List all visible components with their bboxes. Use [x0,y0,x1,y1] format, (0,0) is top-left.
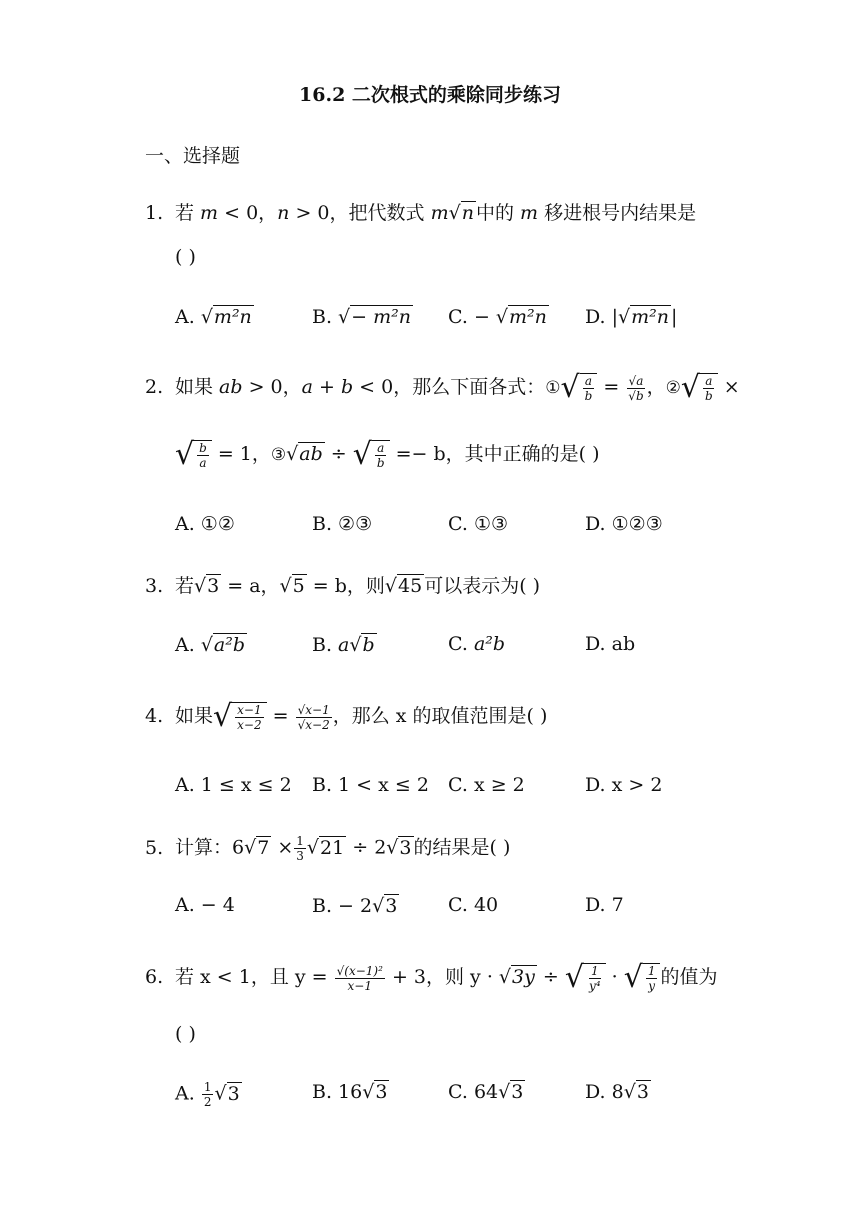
question-3-options [175,633,795,661]
circle-3: ③ [270,445,287,465]
question-1-paren: ( ) [175,246,196,268]
option-c[interactable]: C. 40 [448,894,499,916]
option-d[interactable]: D. ab [585,633,636,655]
text: < 0，那么下面各式： [353,376,546,398]
option-a[interactable]: A. √a²b [175,634,246,656]
option-b[interactable]: B. a√b [312,634,375,656]
question-2-cont: √ $\frac{b}{a}$ = 1，③√ab ÷ √ $\frac{a}{b}$ =− b，其中正确的是( ) [175,437,600,472]
option-b[interactable]: B. √− m²n [312,306,411,328]
option-c[interactable]: C. − √m²n [448,306,547,328]
question-number: 1. [145,202,164,224]
sqrt-n: n [461,202,474,224]
question-number: 4. [145,705,164,727]
option-c[interactable]: C. ①③ [448,513,509,535]
question-6-options [175,1080,795,1108]
question-5: 5. 计算：6√7 × $\frac{1}{3}$ √21 ÷ 2√3 的结果是( ) [145,834,511,863]
option-d[interactable]: D. 7 [585,894,624,916]
option-c[interactable]: C. a²b [448,633,506,655]
question-1-options [175,305,795,333]
var-n: n [277,202,290,224]
option-b[interactable]: B. − 2√3 [312,895,398,917]
question-5-options [175,894,795,922]
question-2-options [175,513,795,541]
option-c[interactable]: C. 64√3 [448,1081,524,1103]
option-b[interactable]: B. 16√3 [312,1081,388,1103]
var-a-plus-b: a + b [301,376,354,398]
text: < 0， [218,202,278,224]
option-d[interactable]: D. |√m²n | [585,306,678,328]
option-c[interactable]: C. x ≥ 2 [448,774,525,796]
question-6-paren: ( ) [175,1023,196,1045]
section-heading: 一、选择题 [145,145,241,167]
page-title: 16.2 二次根式的乘除同步练习 [299,84,561,106]
question-2: 2. 如果 ab > 0，a + b < 0，那么下面各式：① √ $\frac{a}{b}$ = $\frac{√a}{√b}$ ，② √ $\frac{a}{b}$ × [145,370,740,405]
option-d[interactable]: D. ①②③ [585,513,663,535]
question-number: 3. [145,575,164,597]
question-6: 6. 若 x < 1，且 y = $\frac{\text{√(x−1)²}}{x-1}$ + 3，则 y · √3y ÷ √ $\frac{1}{\text{y⁴}}$ · √ $\frac{1}{y}$ 的值为 [145,960,718,995]
question-3: 3. 若√3 = a，√5 = b，则√45 可以表示为( ) [145,575,541,597]
option-a[interactable]: A. − 4 [175,894,235,916]
text: 如果 [175,376,220,398]
option-b[interactable]: B. ②③ [312,513,373,535]
question-4-options [175,774,795,802]
text: > 0， [242,376,302,398]
var-m: m [200,202,219,224]
circle-1: ① [545,378,561,398]
option-a[interactable]: A. 1 ≤ x ≤ 2 [175,774,292,796]
var-ab: ab [219,376,243,398]
option-a[interactable]: A. $\frac{1}{2}$ √3 [175,1080,240,1109]
var-m: m [520,202,539,224]
question-1: 1. 若 m < 0，n > 0，把代数式 m√n 中的 m 移进根号内结果是 [145,202,697,224]
question-number: 6. [145,966,164,988]
text: 移进根号内结果是 [538,202,697,224]
circle-2: ② [665,378,681,398]
text: 若 [175,202,201,224]
option-d[interactable]: D. 8√3 [585,1081,649,1103]
question-number: 2. [145,376,164,398]
option-b[interactable]: B. 1 < x ≤ 2 [312,774,429,796]
option-a[interactable]: A. √m²n [175,306,252,328]
text: 中的 [475,202,520,224]
question-number: 5. [145,836,164,859]
text: > 0，把代数式 [289,202,431,224]
question-4: 4. 如果 √ $\frac{x-1}{x-2}$ = $\frac{√x-1}{√x-2}$ ，那么 x 的取值范围是( ) [145,699,548,734]
option-d[interactable]: D. x > 2 [585,774,663,796]
option-a[interactable]: A. ①② [175,513,235,535]
var-m: m [430,202,449,224]
